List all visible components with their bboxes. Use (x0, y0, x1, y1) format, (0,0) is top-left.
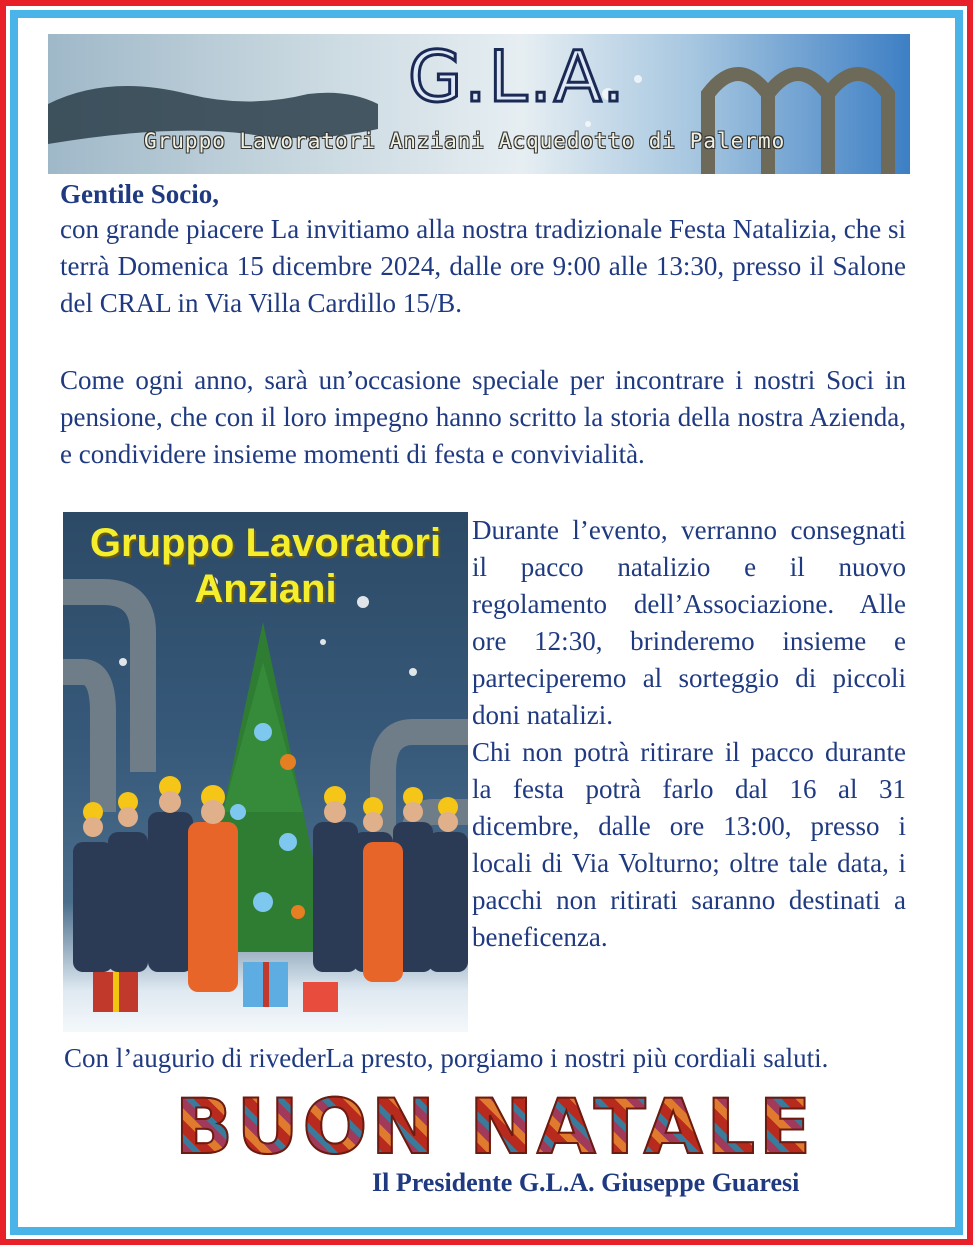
greeting: Gentile Socio, (60, 179, 219, 209)
poster-title-line2: Anziani (194, 567, 337, 611)
aqueduct-arches (708, 74, 888, 174)
closing-text: Con l’augurio di rivederLa presto, porgiamo i nostri più cordiali saluti. (64, 1043, 829, 1073)
banner-subtitle: Gruppo Lavoratori Anziani Acquedotto di Palermo (144, 129, 786, 153)
event-paragraph: Durante l’evento, verranno consegnati il pacco natalizio e il nuovo regolamento dell’Associazione. Alle ore 12:30, brinderemo insieme e parteciperemo al sorteggio di piccoli doni natalizi. (472, 515, 906, 730)
buon-natale-art: BUON NATALE (175, 1082, 815, 1171)
invitation-paragraph: con grande piacere La invitiamo alla nostra tradizionale Festa Natalizia, che si terrà Domenica 15 dicembre 2024, dalle ore 9:00 alle 13:30, presso il Salone del CRAL in Via Villa Cardillo 15/B. (60, 214, 906, 318)
header-banner (48, 34, 910, 174)
banner-title: G.L.A. (408, 36, 627, 118)
christmas-poster-image (63, 512, 468, 1032)
right-column-text (472, 512, 906, 956)
signature: Il Presidente G.L.A. Giuseppe Guaresi (372, 1168, 800, 1197)
pickup-paragraph: Chi non potrà ritirare il pacco durante la festa potrà farlo dal 16 al 31 dicembre, dalle ore 13:00, presso i locali di Via Volturno; oltre tale data, i pacchi non ritirati saranno destinati a beneficenza. (472, 737, 906, 952)
poster-title-line1: Gruppo Lavoratori (89, 521, 442, 565)
occasion-paragraph: Come ogni anno, sarà un’occasione speciale per incontrare i nostri Soci in pensione, che con il loro impegno hanno scritto la storia della nostra Azienda, e condividere insieme momenti di festa e convivialità. (60, 365, 906, 469)
